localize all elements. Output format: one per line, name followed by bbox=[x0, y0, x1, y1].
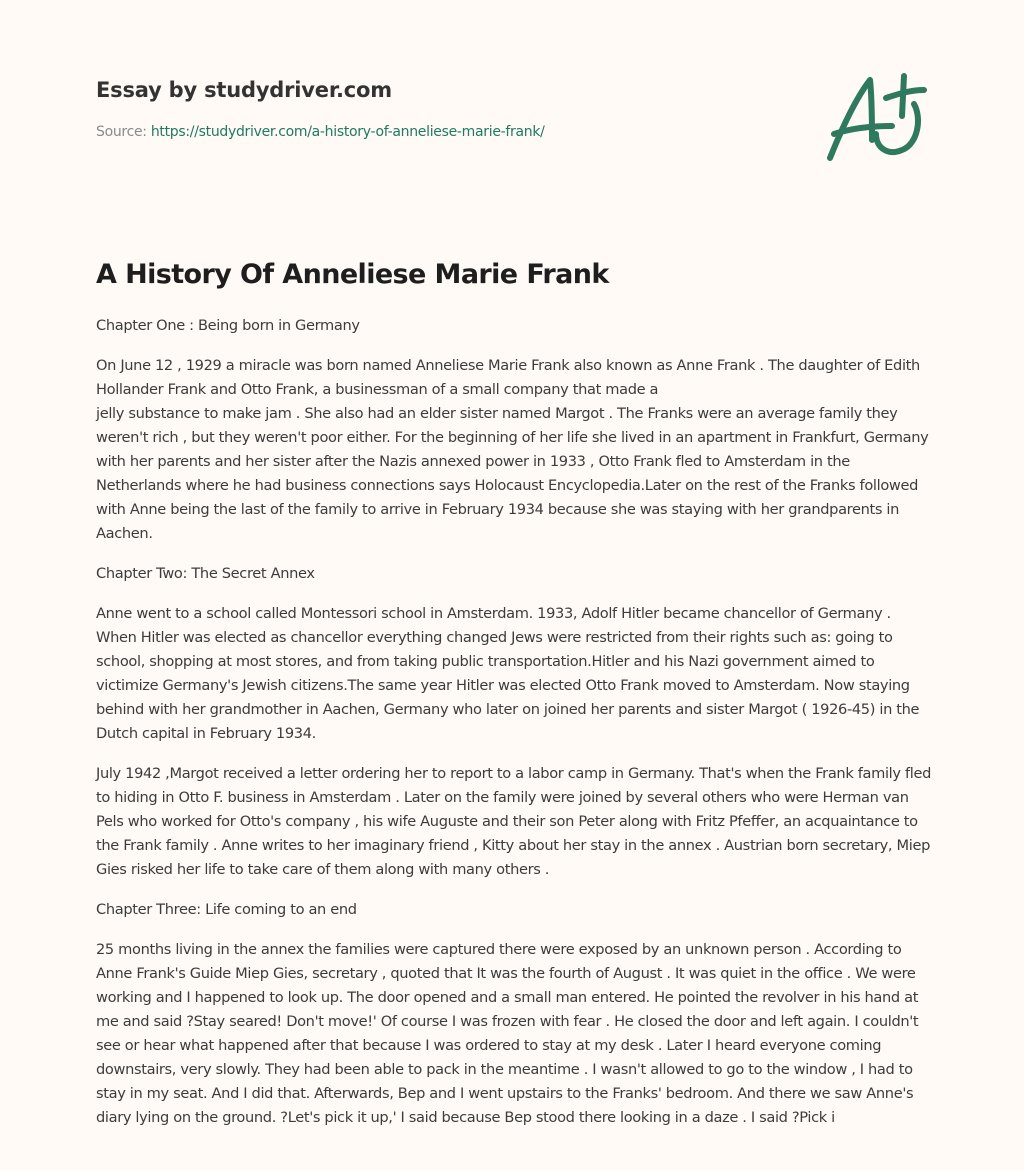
paragraph: July 1942 ,Margot received a letter ordering her to report to a labor camp in Germany. That's when the Frank family fled to hiding in Otto F. business in Amsterdam . Later on the family were joined by several others who were Herman van Pels who worked for Otto's company , his wife Auguste and their son Peter along with Fritz Pfeffer, an acquaintance to the Frank family . Anne writes to her imaginary friend , Kitty about her stay in the annex . Austrian born secretary, Miep Gies risked her life to take care of them along with many others . bbox=[96, 765, 931, 878]
chapter-heading-one: Chapter One : Being born in Germany bbox=[96, 317, 360, 334]
paragraph-text-continued: jelly substance to make jam . She also had an elder sister named Margot . The Franks were an average family they weren't rich , but they weren't poor either. For the beginning of her life she lived in an apartment in Frankfurt, Germany with her parents and her sister after the Nazis annexed power in 1933 , Otto Frank fled to Amsterdam in the Netherlands where he had business connections says Holocaust Encyclopedia.Later on the rest of the Franks followed with Anne being the last of the family to arrive in February 1934 because she was staying with her grandparents in Aachen. bbox=[96, 405, 929, 542]
site-title: Essay by studydriver.com bbox=[96, 78, 392, 102]
source-label: Source: bbox=[96, 124, 147, 140]
chapter-heading-three: Chapter Three: Life coming to an end bbox=[96, 901, 357, 918]
chapter-heading-two: Chapter Two: The Secret Annex bbox=[96, 565, 315, 582]
document-body bbox=[96, 314, 932, 1146]
paragraph: 25 months living in the annex the families were captured there were exposed by an unknown person . According to Anne Frank's Guide Miep Gies, secretary , quoted that It was the fourth of August . It was quiet in the office . We were working and I happened to look up. The door opened and a small man entered. He pointed the revolver in his hand at me and said ?Stay seared! Don't move!' Of course I was frozen with fear . He closed the door and left again. I couldn't see or hear what happened after that because I was ordered to stay at my desk . Later I heard everyone coming downstairs, very slowly. They had been able to pack in the meantime . I wasn't allowed to go to the window , I had to stay in my seat. And I did that. Afterwards, Bep and I went upstairs to the Franks' bedroom. And there we saw Anne's diary lying on the ground. ?Let's pick it up,' I said because Bep stood there looking in a daze . I said ?Pick i bbox=[96, 941, 919, 1126]
paragraph bbox=[96, 354, 932, 546]
paragraph-text: On June 12 , 1929 a miracle was born named Anneliese Marie Frank also known as Anne Frank . The daughter of Edith Hollander Frank and Otto Frank, a businessman of a small company that made a bbox=[96, 357, 920, 398]
document-title: A History Of Anneliese Marie Frank bbox=[96, 259, 609, 290]
source-line bbox=[96, 122, 545, 142]
paragraph: Anne went to a school called Montessori school in Amsterdam. 1933, Adolf Hitler became chancellor of Germany . When Hitler was elected as chancellor everything changed Jews were restricted from their rights such as: going to school, shopping at most stores, and from taking public transportation.Hitler and his Nazi government aimed to victimize Germany's Jewish citizens.The same year Hitler was elected Otto Frank moved to Amsterdam. Now staying behind with her grandmother in Aachen, Germany who later on joined her parents and sister Margot ( 1926-45) in the Dutch capital in February 1934. bbox=[96, 605, 920, 742]
a-plus-grade-icon bbox=[822, 68, 928, 166]
source-link[interactable]: https://studydriver.com/a-history-of-anneliese-marie-frank/ bbox=[150, 124, 545, 140]
document-header bbox=[96, 74, 936, 140]
